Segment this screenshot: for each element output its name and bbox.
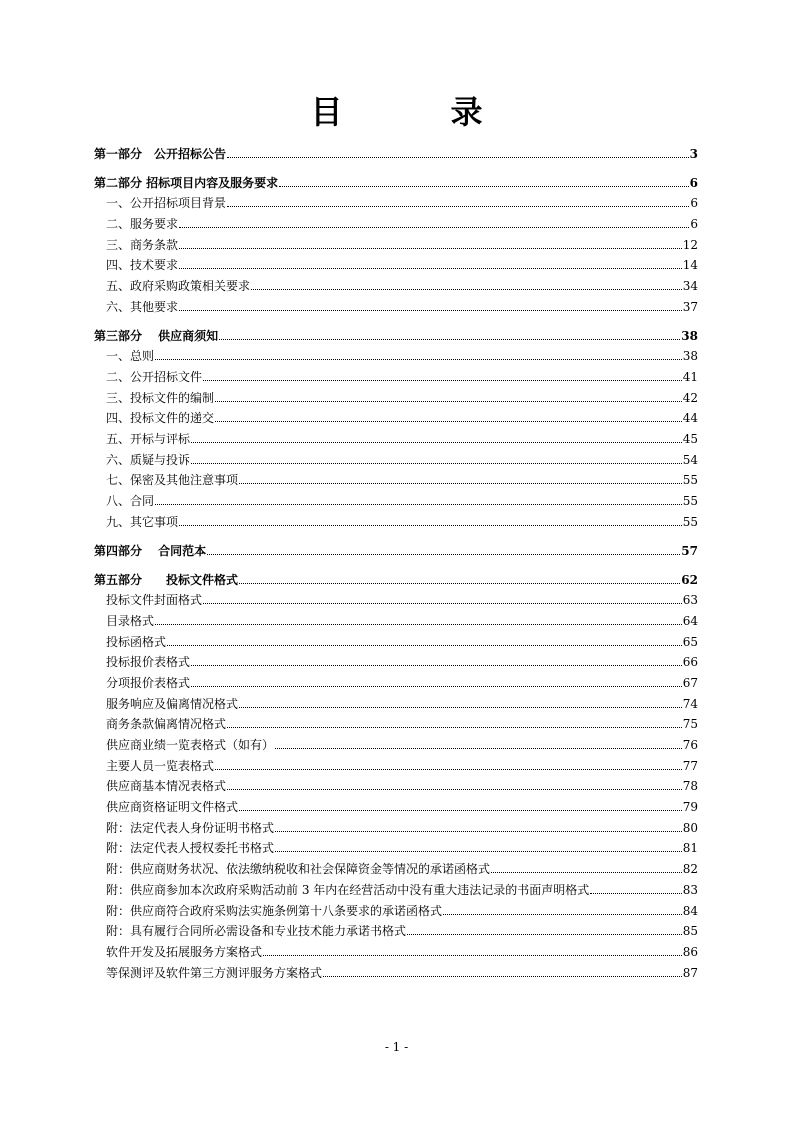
toc-entry-label: 二、服务要求 [106, 216, 179, 231]
toc-entry-page: 3 [689, 146, 698, 161]
toc-entry[interactable] [94, 918, 698, 939]
toc-entry-page: 6 [690, 196, 698, 211]
toc-entry[interactable] [94, 690, 698, 711]
toc-leader-dots [239, 483, 682, 484]
toc-entry[interactable] [94, 835, 698, 856]
toc-entry[interactable] [94, 363, 698, 384]
toc-entry-label: 第三部分 供应商须知 [94, 328, 219, 343]
toc-leader-dots [251, 289, 682, 290]
toc-leader-dots [491, 872, 682, 873]
toc-leader-dots [191, 463, 682, 464]
toc-entry-page: 14 [682, 258, 698, 273]
toc-entry-page: 81 [682, 841, 698, 856]
toc-entry[interactable] [94, 607, 698, 628]
toc-entry-page: 77 [682, 758, 698, 773]
toc-entry-page: 6 [689, 175, 698, 190]
toc-leader-dots [215, 401, 682, 402]
toc-entry-page: 6 [690, 216, 698, 231]
toc-entry-page: 63 [682, 593, 698, 608]
toc-entry-label: 供应商资格证明文件格式 [106, 800, 239, 815]
toc-entry-label: 附：具有履行合同所必需设备和专业技术能力承诺书格式 [106, 924, 407, 939]
toc-entry-page: 55 [682, 473, 698, 488]
toc-entry[interactable] [94, 876, 698, 897]
toc-entry-label: 供应商基本情况表格式 [106, 779, 227, 794]
toc-entry-label: 第二部分 招标项目内容及服务要求 [94, 175, 279, 190]
toc-entry[interactable] [94, 752, 698, 773]
toc-entry-page: 64 [682, 613, 698, 628]
toc-leader-dots [443, 914, 682, 915]
toc-entry-page: 79 [682, 800, 698, 815]
toc-entry[interactable] [94, 169, 698, 190]
toc-entry-page: 66 [682, 655, 698, 670]
toc-entry-page: 55 [682, 494, 698, 509]
toc-entry[interactable] [94, 793, 698, 814]
toc-leader-dots [203, 380, 682, 381]
toc-entry[interactable] [94, 293, 698, 314]
toc-entry-page: 38 [682, 349, 698, 364]
toc-leader-dots [179, 525, 682, 526]
toc-entry-label: 附：法定代表人授权委托书格式 [106, 841, 275, 856]
toc-entry-page: 41 [682, 369, 698, 384]
toc-entry-label: 软件开发及拓展服务方案格式 [106, 944, 263, 959]
toc-leader-dots [155, 359, 682, 360]
toc-entry-label: 第一部分 公开招标公告 [94, 146, 227, 161]
toc-entry-page: 84 [682, 903, 698, 918]
toc-leader-dots [590, 893, 681, 894]
toc-entry-page: 83 [682, 882, 698, 897]
toc-entry-page: 75 [682, 717, 698, 732]
toc-entry-label: 七、保密及其他注意事项 [106, 473, 239, 488]
toc-entry-label: 六、其他要求 [106, 299, 179, 314]
toc-entry[interactable] [94, 731, 698, 752]
toc-entry-label: 服务响应及偏离情况格式 [106, 696, 239, 711]
toc-entry-label: 投标报价表格式 [106, 655, 191, 670]
toc-entry-label: 三、投标文件的编制 [106, 390, 215, 405]
toc-entry[interactable] [94, 814, 698, 835]
toc-entry-label: 四、投标文件的递交 [106, 411, 215, 426]
toc-leader-dots [227, 157, 689, 158]
table-of-contents [94, 140, 698, 980]
toc-leader-dots [239, 810, 682, 811]
page-title: 目 录 [310, 93, 521, 131]
toc-entry[interactable] [94, 566, 698, 587]
toc-entry[interactable] [94, 467, 698, 488]
toc-entry[interactable] [94, 425, 698, 446]
toc-entry-label: 附：法定代表人身份证明书格式 [106, 820, 275, 835]
toc-entry-page: 55 [682, 514, 698, 529]
toc-entry-page: 74 [682, 696, 698, 711]
toc-entry-label: 九、其它事项 [106, 514, 179, 529]
toc-entry-page: 85 [682, 924, 698, 939]
toc-leader-dots [191, 665, 682, 666]
toc-leader-dots [227, 206, 689, 207]
toc-leader-dots [275, 851, 682, 852]
toc-entry[interactable] [94, 210, 698, 231]
toc-entry[interactable] [94, 140, 698, 161]
toc-entry-page: 44 [682, 411, 698, 426]
toc-entry-label: 六、质疑与投诉 [106, 452, 191, 467]
toc-entry-label: 一、总则 [106, 349, 155, 364]
page-number: - 1 - [384, 1040, 409, 1054]
toc-entry-page: 87 [682, 965, 698, 980]
toc-leader-dots [263, 955, 682, 956]
toc-entry[interactable] [94, 587, 698, 608]
toc-entry-label: 第四部分 合同范本 [94, 543, 207, 558]
toc-entry-label: 目录格式 [106, 613, 155, 628]
toc-entry-page: 54 [682, 452, 698, 467]
toc-entry-label: 八、合同 [106, 494, 155, 509]
toc-entry-page: 76 [682, 738, 698, 752]
toc-entry[interactable] [94, 628, 698, 649]
toc-entry-page: 12 [682, 237, 698, 252]
toc-entry[interactable] [94, 231, 698, 252]
toc-entry-label: 二、公开招标文件 [106, 369, 203, 384]
toc-entry-page: 78 [682, 779, 698, 794]
toc-entry-page: 42 [682, 390, 698, 405]
toc-entry-page: 57 [681, 543, 698, 558]
toc-entry-label: 一、公开招标项目背景 [106, 196, 227, 211]
toc-entry-page: 86 [682, 944, 698, 959]
toc-entry[interactable] [94, 537, 698, 558]
toc-leader-dots [219, 339, 680, 340]
toc-leader-dots [215, 421, 682, 422]
toc-entry[interactable] [94, 252, 698, 273]
toc-entry-label: 五、开标与评标 [106, 432, 191, 446]
toc-entry-page: 37 [682, 299, 698, 314]
toc-entry[interactable] [94, 773, 698, 794]
toc-entry-label: 供应商业绩一览表格式（如有） [106, 738, 275, 752]
toc-entry[interactable] [94, 322, 698, 343]
toc-entry-label: 五、政府采购政策相关要求 [106, 279, 251, 293]
toc-leader-dots [155, 504, 682, 505]
toc-leader-dots [407, 934, 682, 935]
toc-leader-dots [279, 186, 688, 187]
toc-leader-dots [155, 624, 682, 625]
toc-entry[interactable] [94, 446, 698, 467]
toc-leader-dots [275, 831, 682, 832]
toc-entry[interactable] [94, 959, 698, 980]
toc-entry[interactable] [94, 190, 698, 211]
toc-entry-label: 商务条款偏离情况格式 [106, 717, 227, 732]
toc-entry-label: 投标文件封面格式 [106, 593, 203, 608]
toc-leader-dots [323, 976, 682, 977]
toc-leader-dots [227, 789, 682, 790]
toc-entry-page: 62 [681, 572, 698, 587]
toc-entry[interactable] [94, 384, 698, 405]
toc-entry-label: 四、技术要求 [106, 258, 179, 273]
toc-entry-page: 45 [682, 432, 698, 446]
toc-entry-label: 投标函格式 [106, 634, 167, 649]
toc-leader-dots [239, 583, 680, 584]
toc-leader-dots [215, 769, 682, 770]
toc-entry[interactable] [94, 405, 698, 426]
toc-leader-dots [179, 248, 682, 249]
toc-entry-label: 附：供应商财务状况、依法缴纳税收和社会保障资金等情况的承诺函格式 [106, 862, 491, 877]
toc-entry-label: 主要人员一览表格式 [106, 758, 215, 773]
toc-entry[interactable] [94, 897, 698, 918]
toc-entry[interactable] [94, 855, 698, 876]
toc-entry-label: 附：供应商参加本次政府采购活动前 3 年内在经营活动中没有重大违法记录的书面声明格式 [106, 882, 590, 897]
toc-entry[interactable] [94, 272, 698, 293]
toc-entry[interactable] [94, 649, 698, 670]
toc-leader-dots [179, 227, 689, 228]
toc-entry[interactable] [94, 711, 698, 732]
toc-leader-dots [179, 268, 682, 269]
toc-leader-dots [203, 603, 682, 604]
toc-entry-label: 分项报价表格式 [106, 675, 191, 690]
toc-entry-label: 第五部分 投标文件格式 [94, 572, 239, 587]
toc-entry[interactable] [94, 938, 698, 959]
toc-entry-page: 80 [682, 820, 698, 835]
toc-entry[interactable] [94, 343, 698, 364]
toc-leader-dots [191, 686, 682, 687]
toc-entry-page: 67 [682, 675, 698, 690]
toc-entry-label: 等保测评及软件第三方测评服务方案格式 [106, 965, 323, 980]
toc-entry[interactable] [94, 669, 698, 690]
toc-leader-dots [207, 554, 680, 555]
toc-leader-dots [167, 645, 682, 646]
toc-leader-dots [191, 442, 682, 443]
toc-entry-page: 38 [681, 328, 698, 343]
toc-leader-dots [179, 310, 682, 311]
toc-entry[interactable] [94, 508, 698, 529]
toc-leader-dots [275, 748, 682, 749]
toc-entry-page: 34 [682, 279, 698, 293]
toc-leader-dots [239, 707, 682, 708]
toc-entry[interactable] [94, 487, 698, 508]
toc-entry-page: 65 [682, 634, 698, 649]
toc-entry-label: 附：供应商符合政府采购法实施条例第十八条要求的承诺函格式 [106, 903, 443, 918]
toc-entry-page: 82 [682, 862, 698, 877]
toc-entry-label: 三、商务条款 [106, 237, 179, 252]
toc-leader-dots [227, 727, 682, 728]
